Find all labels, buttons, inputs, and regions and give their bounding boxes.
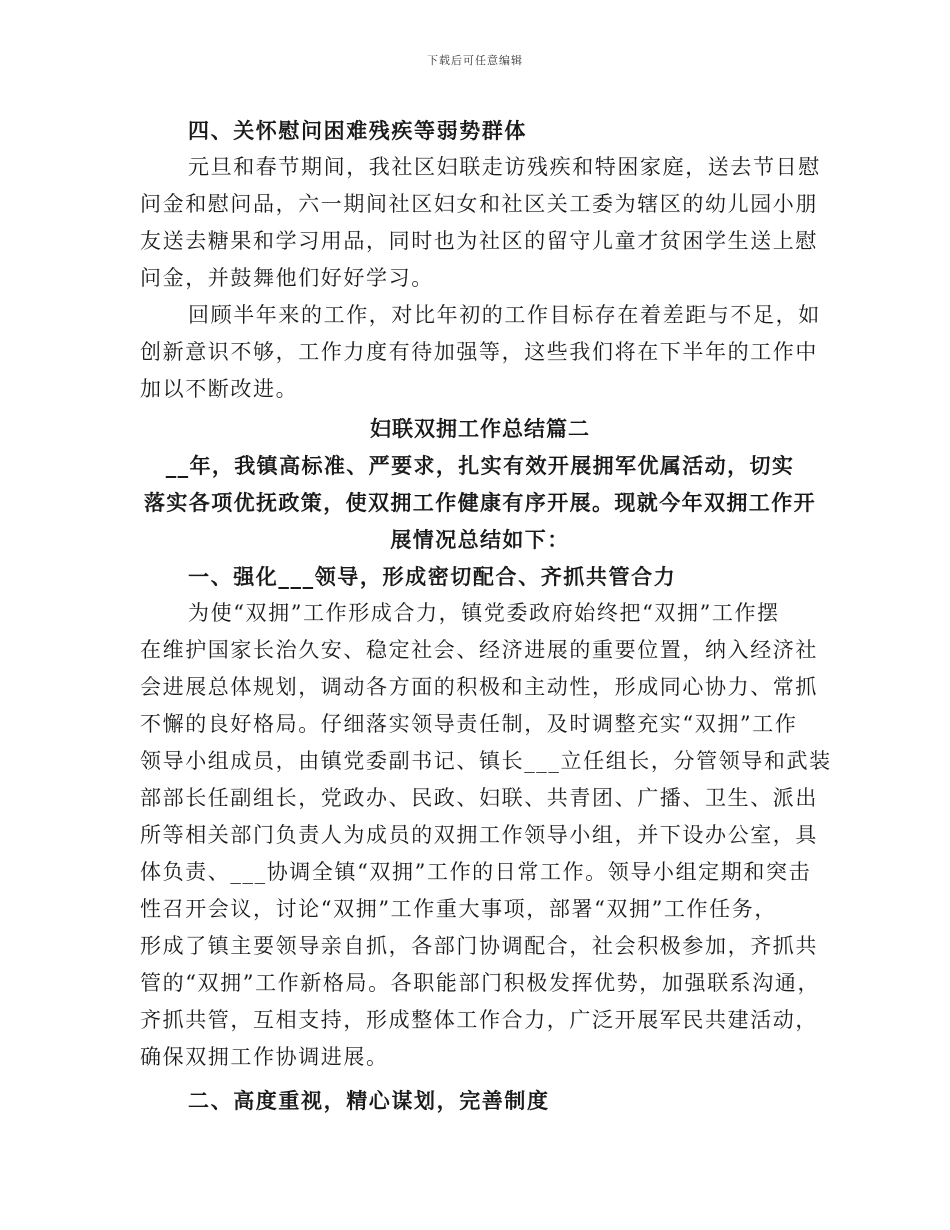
text-line: 性召开会议，讨论“双拥”工作重大事项，部署“双拥”工作任务， [140,897,777,921]
text-line: 确保双拥工作协调进展。 [140,1045,389,1069]
text-line: 管的“双拥”工作新格局。各职能部门积极发挥优势，加强联系沟通， [140,971,821,995]
section4-paragraph-2 [140,297,820,408]
article-intro [140,447,820,558]
intro-line: 落实各项优抚政策，使双拥工作健康有序开展。现就今年双拥工作开 [144,490,816,515]
section2-heading: 二、高度重视，精心谋划，完善制度 [188,1088,550,1113]
article-title: 妇联双拥工作总结篇二 [370,416,590,441]
text-line: 部部长任副组长，党政办、民政、妇联、共青团、广播、卫生、派出 [140,786,818,810]
text-line: 体负责、___协调全镇“双拥”工作的日常工作。领导小组定期和突击 [140,860,812,884]
text-line: 问金和慰问品，六一期间社区妇女和社区关工委为辖区的幼儿园小朋 [140,192,818,216]
text-line: 回顾半年来的工作，对比年初的工作目标存在着差距与不足，如 [188,303,821,327]
intro-line: __年，我镇高标准、严要求，扎实有效开展拥军优属活动，切实 [165,453,795,478]
section4-heading: 四、关怀慰问困难残疾等弱势群体 [188,118,527,143]
intro-line: 展情况总结如下： [390,527,570,552]
text-line: 不懈的良好格局。仔细落实领导责任制，及时调整充实“双拥”工作 [140,712,798,736]
text-line: 为使“双拥”工作形成合力，镇党委政府始终把“双拥”工作摆 [188,601,780,625]
document-body [140,112,832,1119]
text-line: 友送去糖果和学习用品，同时也为社区的留守儿童才贫困学生送上慰 [140,229,818,253]
section4-paragraph-1 [140,149,820,297]
text-line: 创新意识不够，工作力度有待加强等，这些我们将在下半年的工作中 [140,340,818,364]
header-note: 下载后可任意编辑 [427,54,523,67]
text-line: 问金，并鼓舞他们好好学习。 [140,266,434,290]
text-line: 齐抓共管，互相支持，形成整体工作合力，广泛开展军民共建活动， [140,1008,818,1032]
section1-paragraph [140,595,832,1076]
text-line: 加以不断改进。 [140,377,299,401]
text-line: 会进展总体规划，调动各方面的积极和主动性，形成同心协力、常抓 [140,675,818,699]
section1-heading: 一、强化___领导，形成密切配合、齐抓共管合力 [188,564,677,589]
text-line: 所等相关部门负责人为成员的双拥工作领导小组，并下设办公室，具 [140,823,818,847]
text-line: 形成了镇主要领导亲自抓，各部门协调配合，社会积极参加，齐抓共 [140,934,818,958]
text-line: 在维护国家长治久安、稳定社会、经济进展的重要位置，纳入经济社 [140,638,818,662]
text-line: 领导小组成员，由镇党委副书记、镇长___立任组长，分管领导和武装 [140,749,832,773]
text-line: 元旦和春节期间，我社区妇联走访残疾和特困家庭，送去节日慰 [188,155,821,179]
